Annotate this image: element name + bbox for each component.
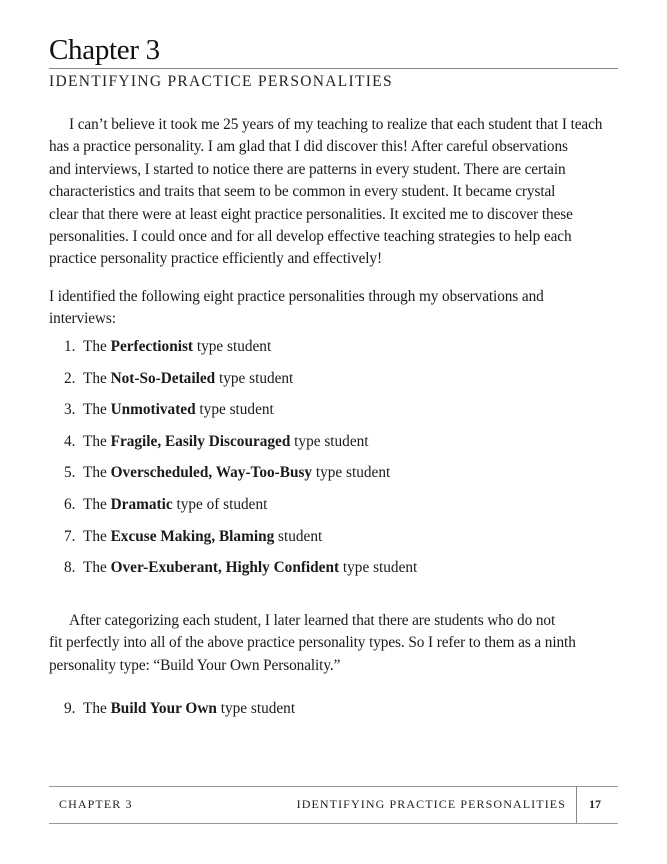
- list-number: 5.: [64, 464, 76, 481]
- personality-name: Unmotivated: [110, 401, 196, 418]
- list-intro-paragraph: [49, 286, 621, 331]
- personality-name: Dramatic: [110, 496, 173, 513]
- footer-top-rule: [49, 786, 618, 787]
- list-suffix: type student: [312, 464, 391, 481]
- paragraph-line: personality type: “Build Your Own Personality.”: [49, 656, 341, 674]
- paragraph-line: After categorizing each student, I later learned that there are students who do not: [69, 612, 556, 629]
- list-number: 6.: [64, 496, 76, 513]
- personality-name: Over-Exuberant, Highly Confident: [110, 559, 340, 576]
- list-prefix: The: [83, 700, 111, 717]
- closing-paragraph: [49, 610, 621, 677]
- list-prefix: The: [83, 464, 111, 481]
- page-number: 17: [589, 797, 601, 811]
- personality-name: Not-So-Detailed: [110, 370, 216, 387]
- chapter-subtitle: IDENTIFYING PRACTICE PERSONALITIES: [49, 73, 393, 90]
- list-suffix: type of student: [172, 496, 268, 513]
- list-suffix: student: [274, 528, 323, 545]
- list-suffix: type student: [215, 370, 294, 387]
- list-number: 8.: [64, 559, 76, 576]
- paragraph-line: I can’t believe it took me 25 years of my teaching to realize that each student that I teach: [69, 116, 603, 133]
- chapter-title: Chapter 3: [49, 34, 160, 66]
- list-item: [64, 432, 369, 452]
- list-suffix: type student: [195, 401, 274, 418]
- personality-name: Excuse Making, Blaming: [110, 528, 275, 545]
- footer-section-label: IDENTIFYING PRACTICE PERSONALITIES: [296, 797, 566, 811]
- list-number: 3.: [64, 401, 76, 418]
- paragraph-line: personalities. I could once and for all develop effective teaching strategies to help each: [49, 228, 572, 246]
- list-number: 2.: [64, 370, 76, 387]
- list-prefix: The: [83, 401, 111, 418]
- list-prefix: The: [83, 528, 111, 545]
- personality-name: Perfectionist: [110, 338, 194, 355]
- paragraph-line: fit perfectly into all of the above practice personality types. So I refer to them as a ninth: [49, 634, 576, 652]
- list-item: [64, 463, 390, 483]
- list-prefix: The: [83, 433, 111, 450]
- footer-chapter-label: CHAPTER 3: [59, 797, 133, 811]
- personality-name: Build Your Own: [110, 700, 217, 717]
- paragraph-line: has a practice personality. I am glad that I did discover this! After careful observations: [49, 138, 568, 156]
- list-suffix: type student: [339, 559, 418, 576]
- list-number: 9.: [64, 700, 76, 717]
- paragraph-line: interviews:: [49, 310, 116, 328]
- list-prefix: The: [83, 370, 111, 387]
- list-item: [64, 400, 274, 420]
- paragraph-line: and interviews, I started to notice there are patterns in every student. There are certain: [49, 160, 566, 178]
- personality-name: Overscheduled, Way-Too-Busy: [110, 464, 313, 481]
- personality-name: Fragile, Easily Discouraged: [110, 433, 291, 450]
- list-number: 1.: [64, 338, 76, 355]
- list-number: 7.: [64, 528, 76, 545]
- intro-paragraph: [49, 114, 621, 271]
- list-item: [64, 337, 271, 357]
- list-suffix: type student: [290, 433, 369, 450]
- list-prefix: The: [83, 338, 111, 355]
- list-suffix: type student: [216, 700, 296, 717]
- footer-divider: [576, 786, 577, 823]
- paragraph-line: characteristics and traits that seem to be common in every student. It became crystal: [49, 183, 556, 201]
- list-item: [64, 495, 267, 515]
- paragraph-line: I identified the following eight practice personalities through my observations and: [49, 288, 544, 305]
- list-item: [64, 558, 417, 578]
- paragraph-line: practice personality practice efficiently and effectively!: [49, 250, 382, 268]
- list-prefix: The: [83, 559, 111, 576]
- list-suffix: type student: [193, 338, 272, 355]
- list-item: [64, 369, 293, 389]
- footer-bottom-rule: [49, 823, 618, 824]
- list-prefix: The: [83, 496, 111, 513]
- list-item-ninth: [64, 699, 295, 719]
- paragraph-line: clear that there were at least eight practice personalities. It excited me to discover these: [49, 205, 573, 223]
- list-item: [64, 527, 322, 547]
- list-number: 4.: [64, 433, 76, 450]
- title-divider: [49, 68, 618, 69]
